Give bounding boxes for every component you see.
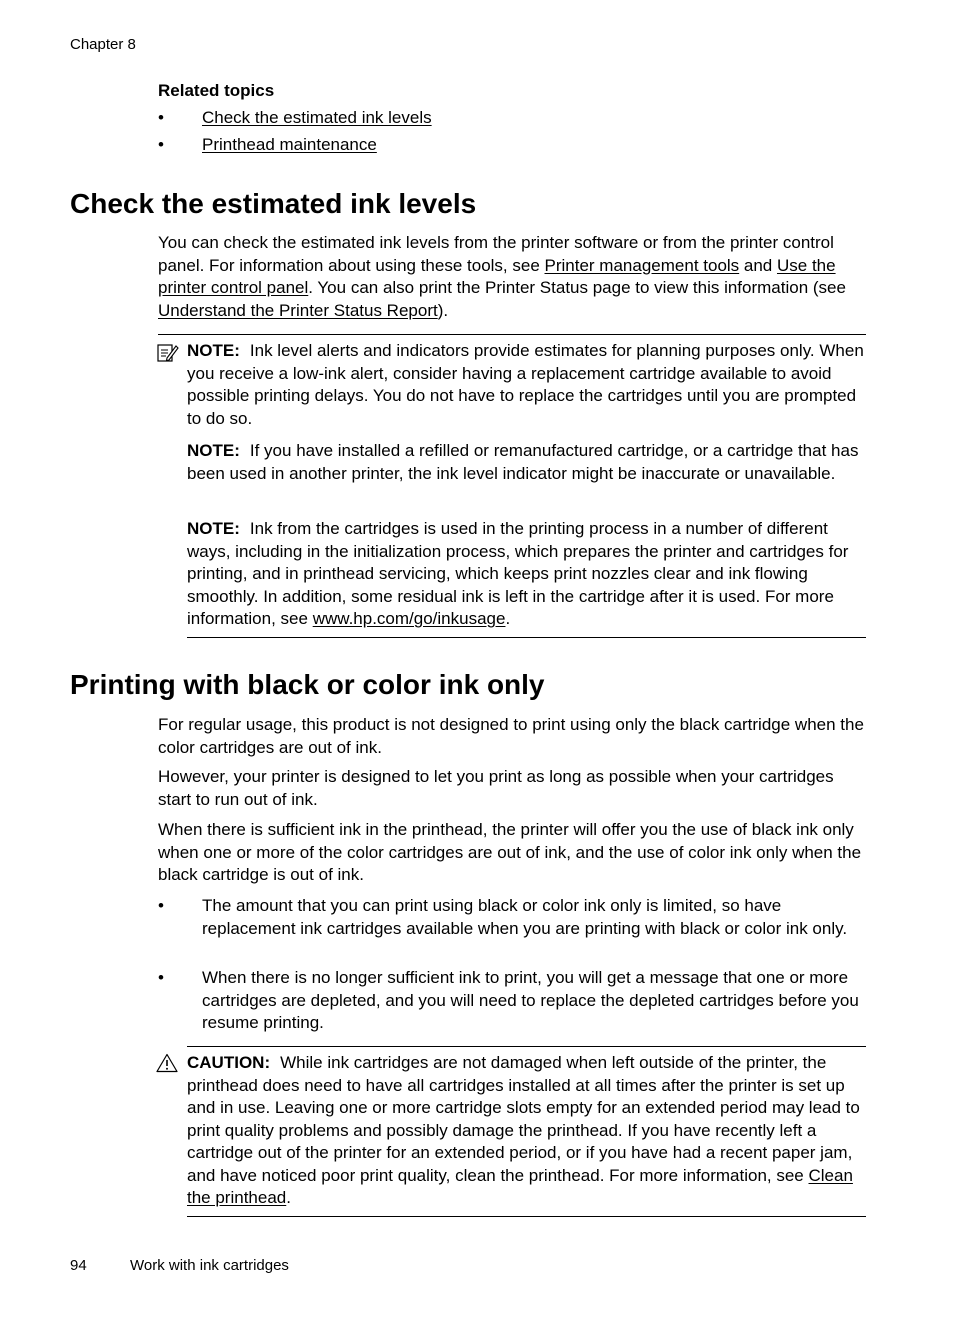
bullet: • [158,896,164,915]
note-label: NOTE: [187,341,240,360]
link-use-control-panel[interactable]: Use the printer control panel [158,255,836,297]
related-topics-title: Related topics [158,81,275,100]
bullet: • [158,108,164,127]
text: You can check the estimated ink levels from the printer software or from the printer control panel. For information about using these tools, see [158,233,834,275]
chapter-label: Chapter 8 [70,36,136,53]
text: ). [437,300,449,320]
link-check-ink-levels[interactable]: Check the estimated ink levels [202,108,432,127]
link-clean-printhead[interactable]: Clean the printhead [187,1165,853,1207]
note-top-rule [158,334,866,335]
text: . [505,609,511,628]
note-text: Ink from the cartridges is used in the printing process in a number of different ways, including in the initialization process, which prepares the printer and cartridges for printing, and in printhead servicing, which keeps print nozzles clear and ink flowing smoothly. In addition, some residual ink is left in the cartridge after it is used. For more information, see [187,519,849,628]
note-label: NOTE: [187,519,240,538]
note-text: Ink level alerts and indicators provide estimates for planning purposes only. When you receive a low-ink alert, consider having a replacement cartridge available to avoid possible printing delays. You do not have to replace the cartridges until you are prompted to do so. [187,341,864,428]
link-printhead-maintenance[interactable]: Printhead maintenance [202,135,377,154]
caution-bottom-rule [187,1216,866,1217]
bullet: • [158,968,164,987]
caution-block [187,1052,868,1210]
link-hp-inkusage[interactable]: www.hp.com/go/inkusage [312,609,506,628]
caution-text: While ink cartridges are not damaged when left outside of the printer, the printhead does need to have all cartridges installed at all times after the printer is set up and in use. Leaving one or more cartridge slots empty for an extended period may lead to print quality problems and possibly damage the printhead. If you have recently left a cartridge out of the printer for an extended period, or if you have had a recent paper jam, and have noticed poor print quality, clean the printhead. For more information, see [187,1053,860,1185]
heading-check-ink-levels: Check the estimated ink levels [70,188,477,219]
footer-title: Work with ink cartridges [130,1257,289,1274]
list-item-text: When there is no longer sufficient ink to print, you will get a message that one or more cartridges are depleted, and you will need to replace the depleted cartridges before you resume printing. [202,968,859,1032]
note-1 [187,340,868,430]
note-2 [187,440,868,485]
paragraph-run-out: However, your printer is designed to let you print as long as possible when your cartridges start to run out of ink. [158,767,834,809]
note-bottom-rule [187,637,866,638]
caution-icon [156,1053,178,1073]
note-3 [187,518,868,631]
note-label: NOTE: [187,441,240,460]
note-text: If you have installed a refilled or remanufactured cartridge, or a cartridge that has been used in another printer, the ink level indicator might be inaccurate or unavailable. [187,441,859,483]
page-number: 94 [70,1257,87,1274]
bullet: • [158,135,164,154]
paragraph-sufficient-ink: When there is sufficient ink in the printhead, the printer will offer you the use of black ink only when one or more of the color cartridges are out of ink, and the use of color ink only when the black cartridge is out of ink. [158,820,862,884]
text: and [739,255,777,275]
text: . [286,1188,291,1207]
text: . You can also print the Printer Status page to view this information (see [308,278,846,297]
link-printer-status-report[interactable]: Understand the Printer Status Report [158,300,438,320]
caution-label: CAUTION: [187,1053,271,1072]
heading-black-or-color-only: Printing with black or color ink only [70,669,545,700]
note-icon [157,343,179,363]
intro-paragraph [158,232,870,322]
list-item-text: The amount that you can print using black or color ink only is limited, so have replacement ink cartridges available when you are printing with black or color ink only. [202,896,848,938]
caution-top-rule [187,1046,866,1047]
paragraph-regular-usage: For regular usage, this product is not designed to print using only the black cartridge when the color cartridges are out of ink. [158,715,864,757]
link-printer-management-tools[interactable]: Printer management tools [544,255,740,275]
